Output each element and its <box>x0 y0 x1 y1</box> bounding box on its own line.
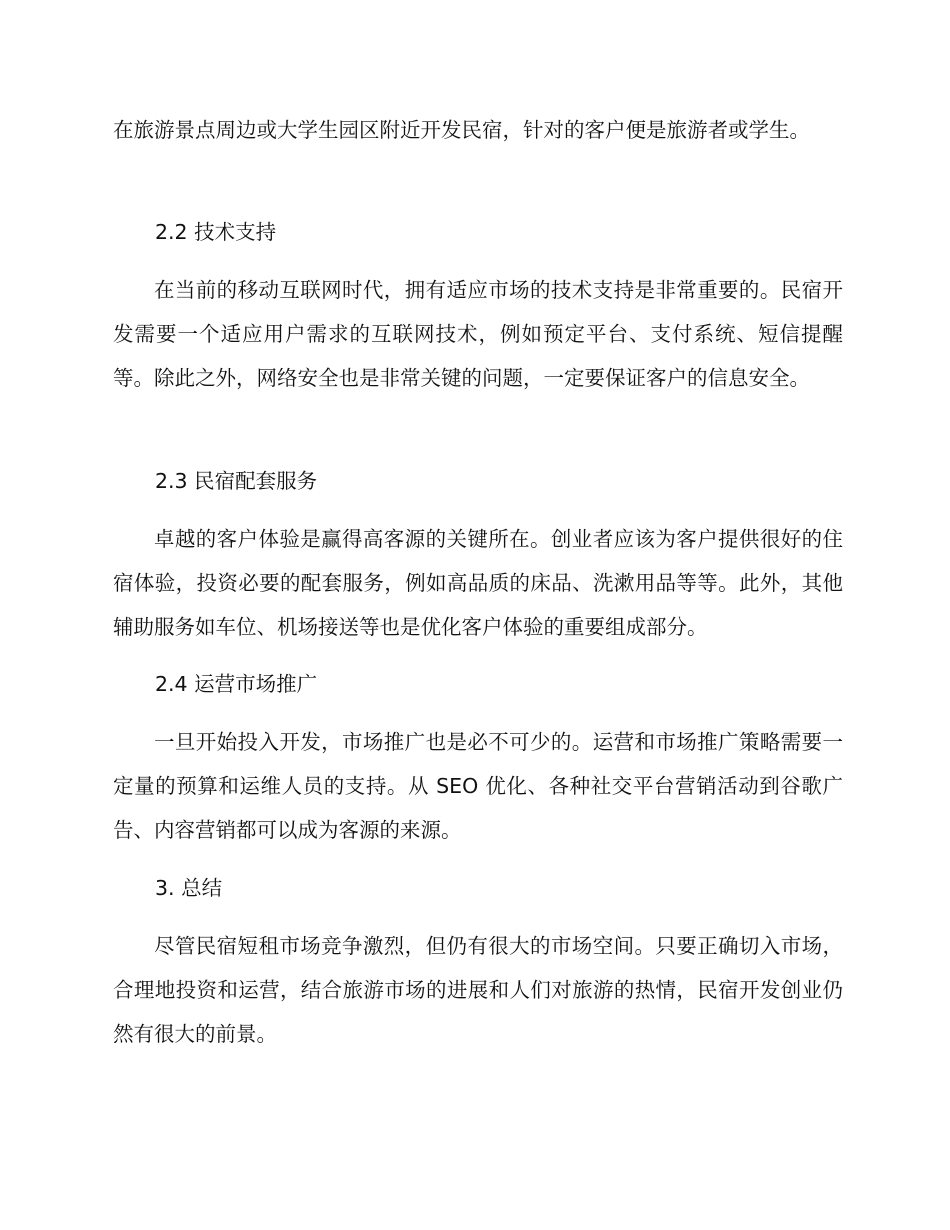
intro-paragraph: 在旅游景点周边或大学生园区附近开发民宿，针对的客户便是旅游者或学生。 <box>113 118 810 142</box>
section-heading-marketing: 2.4 运营市场推广 <box>155 672 318 696</box>
section-heading-tech-support: 2.2 技术支持 <box>155 220 277 244</box>
section-body-marketing: 一旦开始投入开发，市场推广也是必不可少的。运营和市场推广策略需要一定量的预算和运维人员的支持。从 SEO 优化、各种社交平台营销活动到谷歌广告、内容营销都可以成为客源的来源。 <box>113 730 843 842</box>
section-heading-services: 2.3 民宿配套服务 <box>155 469 318 493</box>
section-body-tech-support: 在当前的移动互联网时代，拥有适应市场的技术支持是非常重要的。民宿开发需要一个适应用户需求的互联网技术，例如预定平台、支付系统、短信提醒等。除此之外，网络安全也是非常关键的问题，一定要保证客户的信息安全。 <box>113 278 843 390</box>
section-heading-summary: 3. 总结 <box>155 876 223 900</box>
section-body-summary: 尽管民宿短租市场竞争激烈，但仍有很大的市场空间。只要正确切入市场，合理地投资和运营，结合旅游市场的进展和人们对旅游的热情，民宿开发创业仍然有很大的前景。 <box>113 934 843 1046</box>
section-body-services: 卓越的客户体验是赢得高客源的关键所在。创业者应该为客户提供很好的住宿体验，投资必要的配套服务，例如高品质的床品、洗漱用品等等。此外，其他辅助服务如车位、机场接送等也是优化客户体验的重要组成部分。 <box>113 527 843 639</box>
